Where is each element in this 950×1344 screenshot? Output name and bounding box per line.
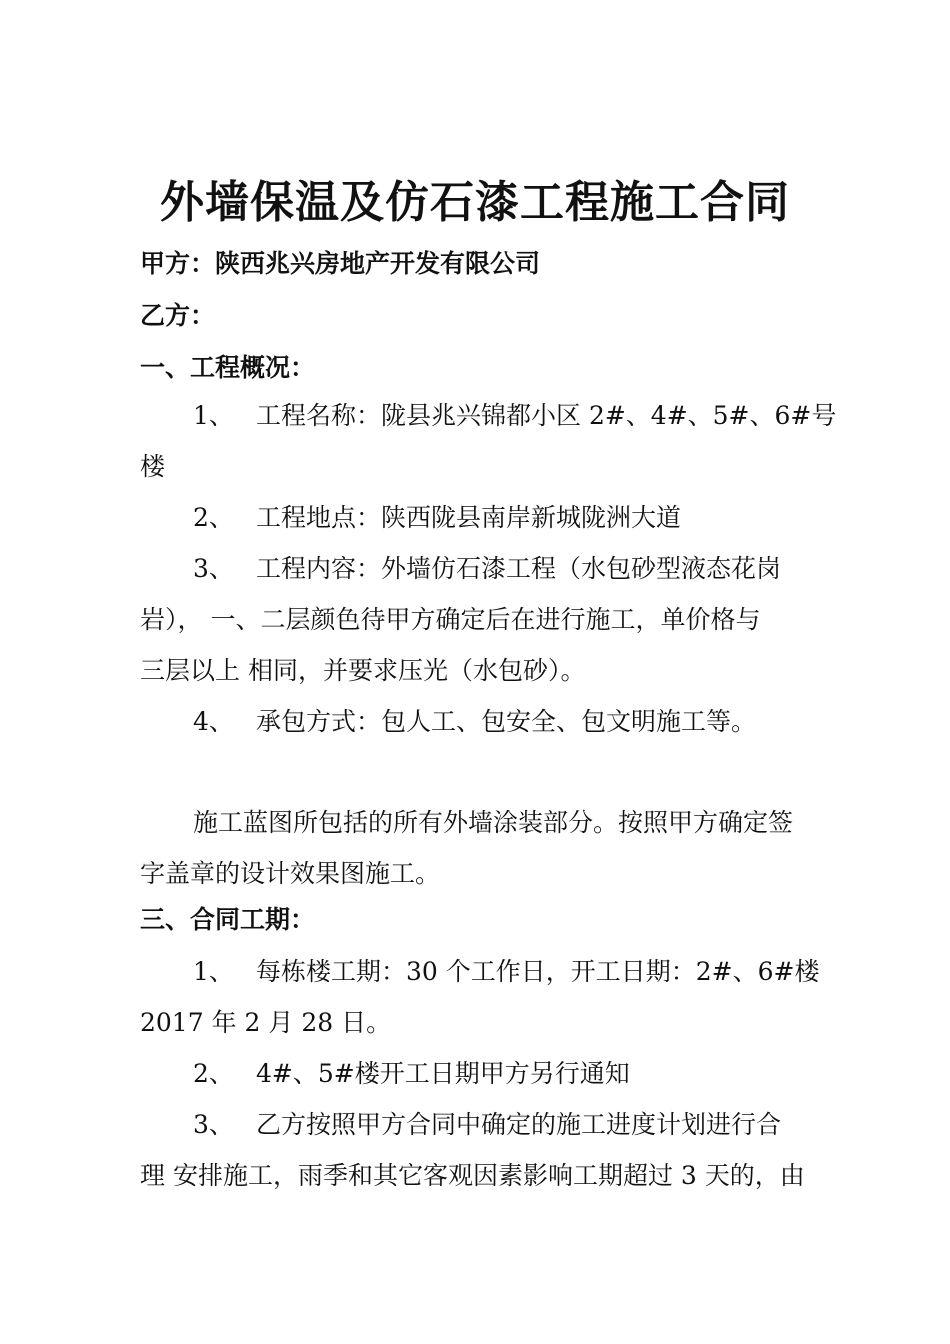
list-item <box>193 390 837 441</box>
party-a: 甲方：陕西兆兴房地产开发有限公司 <box>140 249 541 278</box>
scope-paragraph: 施工蓝图所包括的所有外墙涂装部分。按照甲方确定签 <box>193 808 794 837</box>
item-continuation: 楼 <box>140 452 166 481</box>
list-item <box>193 696 816 747</box>
item-continuation: 三层以上 相同，并要求压光（水包砂）。 <box>140 656 586 685</box>
list-item <box>193 543 816 594</box>
section-1-heading: 一、工程概况： <box>140 353 316 382</box>
item-text: 承包方式：包人工、包安全、包文明施工等。 <box>256 707 757 736</box>
item-text: 工程地点：陕西陇县南岸新城陇洲大道 <box>256 503 682 532</box>
item-text: 4#、5#楼开工日期甲方另行通知 <box>256 1059 630 1088</box>
list-item <box>193 946 820 997</box>
item-number: 1、 <box>193 401 234 430</box>
scope-continuation: 字盖章的设计效果图施工。 <box>140 859 441 888</box>
section-3-heading: 三、合同工期： <box>140 905 316 934</box>
item-continuation: 2017 年 2 月 28 日。 <box>140 1008 392 1037</box>
item-text: 每栋楼工期：30 个工作日，开工日期：2#、6#楼 <box>256 957 820 986</box>
item-text: 乙方按照甲方合同中确定的施工进度计划进行合 <box>256 1110 782 1139</box>
item-number: 2、 <box>193 503 234 532</box>
item-number: 3、 <box>193 554 234 583</box>
item-text: 工程名称：陇县兆兴锦都小区 2#、4#、5#、6#号 <box>256 401 837 430</box>
item-continuation: 理 安排施工，雨季和其它客观因素影响工期超过 3 天的，由 <box>140 1161 805 1190</box>
party-b: 乙方： <box>140 301 216 330</box>
item-number: 1、 <box>193 957 234 986</box>
list-item <box>193 1048 816 1099</box>
item-number: 2、 <box>193 1059 234 1088</box>
item-continuation: 岩）， 一、二层颜色待甲方确定后在进行施工，单价格与 <box>140 605 761 634</box>
item-number: 3、 <box>193 1110 234 1139</box>
item-text: 工程内容：外墙仿石漆工程（水包砂型液态花岗 <box>256 554 782 583</box>
list-item <box>193 492 816 543</box>
item-number: 4、 <box>193 707 234 736</box>
list-item <box>193 1099 816 1150</box>
document-title: 外墙保温及仿石漆工程施工合同 <box>160 177 790 228</box>
